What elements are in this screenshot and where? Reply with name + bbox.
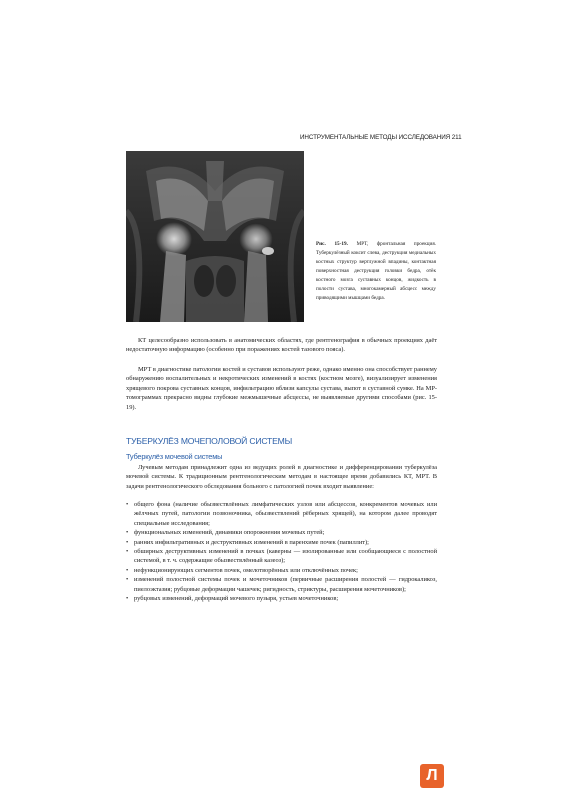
paragraph-mri: МРТ в диагностике патологии костей и суставов используют реже, однако именно она способствует раннему обнаружению воспалительных и некротических изменений в костях (костном мозге), визуализирует изменения хрящевого покрова суставных концов, инфильтрацию вблизи капсулы сустава, выпот в суставной сумке. На МР-томограммах прекрасно видны глубокие межмышечные абсцессы, не выявляемые другими способами (рис. 15-19). [126,366,437,411]
section-heading: ТУБЕРКУЛЁЗ МОЧЕПОЛОВОЙ СИСТЕМЫ [126,436,292,446]
mri-image [126,151,304,322]
paragraph-ct: КТ целесообразно использовать в анатомических областях, где рентгенография в обычных проекциях даёт недостаточную информацию (особенно при поражениях костей тазового пояса). [126,337,437,354]
findings-list [126,500,437,603]
subsection-heading: Туберкулёз мочевой системы [126,452,223,461]
publisher-logo-icon[interactable]: Л [420,764,444,788]
list-item: • рубцовых изменений, деформаций мочевого пузыря, устьев мочеточников; [126,594,437,603]
paragraph-intro: Лучевым методам принадлежит одна из ведущих ролей в диагностике и дифференцировании туберкулёза мочевой системы. К традиционным рентгенологическим методам в настоящее время добавились КТ, МРТ. В задачи рентгенологического обследования больного с патологией почек входит выявление: [126,464,437,490]
running-header: ИНСТРУМЕНТАЛЬНЫЕ МЕТОДЫ ИССЛЕДОВАНИЯ 211 [300,134,462,141]
list-item: • общего фона (наличие обызвествлённых лимфатических узлов или абсцессов, конкрементов мочевых или жёлчных путей, патологии позвоночника, обызвествлений рёберных хрящей), на котором далее проводят специальные исследования; [126,500,437,528]
caption-label: Рис. 15-19. [316,241,348,247]
list-item: • нефункционирующих сегментов почек, омелотворённых или отключённых почек; [126,566,437,575]
caption-text: МРТ, фронтальная проекция. Туберкулёзный коксит слева, деструкция медиальных костных структур вертлужной впадины, контактная поверхностная деструкция головки бедра, отёк костного мозга суставных концов, жидкость в полости сустава, многокамерный абсцесс между приводящими мышцами бедра. [316,241,436,301]
mri-figure [126,151,304,322]
list-item: • ранних инфильтративных и деструктивных изменений в паренхиме почек (папиллит); [126,538,437,547]
list-item: • функциональных изменений, динамики опорожнения мочевых путей; [126,528,437,537]
list-item: • обширных деструктивных изменений в почках (каверны — изолированные или сообщающиеся с полостной системой, в т. ч. содержащие обызвествлённый казеоз); [126,547,437,566]
list-item: • изменений полостной системы почек и мочеточников (первичные расширения полостей — гидрокаликоз, пиелоэктазия; рубцовые деформации чашечек; ригидность, стриктуры, расширения мочеточников); [126,575,437,594]
figure-caption [316,240,436,303]
